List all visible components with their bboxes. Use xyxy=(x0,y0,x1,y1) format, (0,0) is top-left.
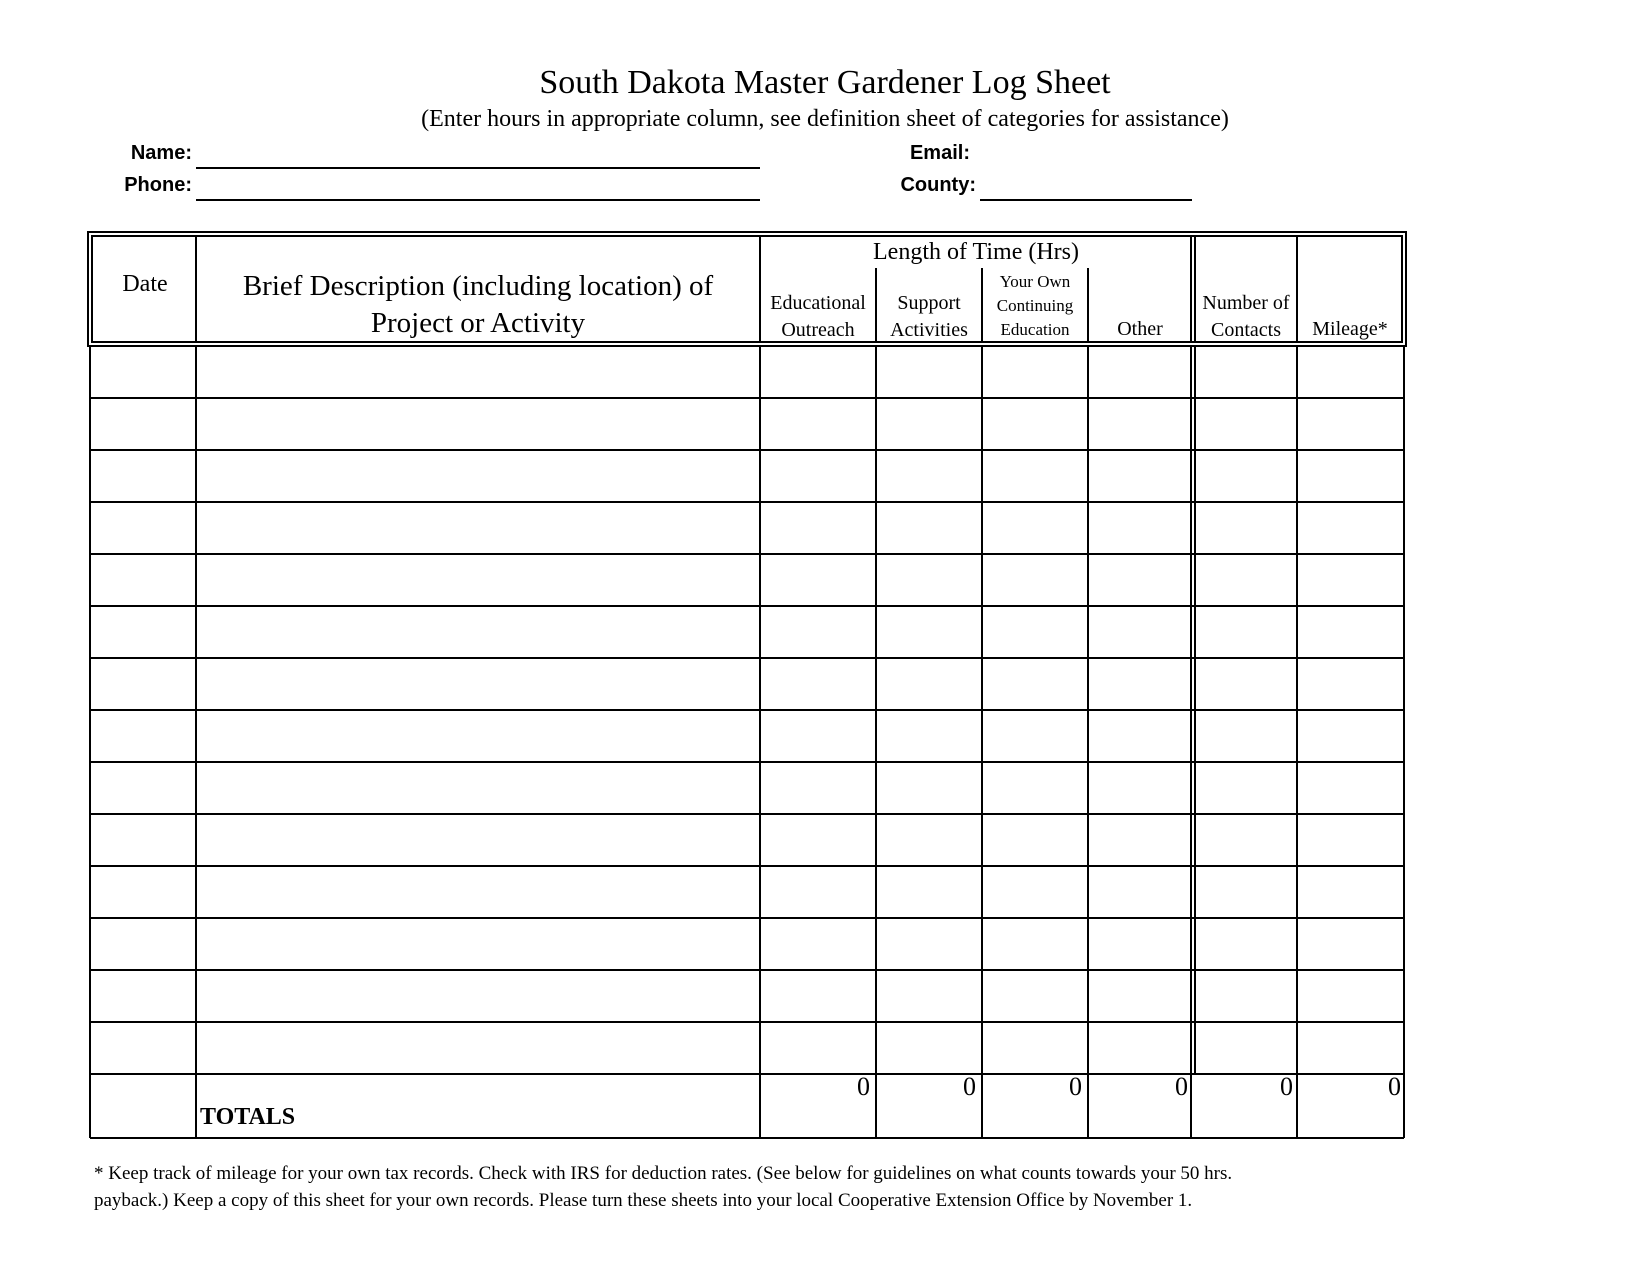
header-description xyxy=(198,268,758,342)
header-continuing-education-line1: Your Own xyxy=(999,272,1071,291)
name-label: Name: xyxy=(130,142,192,164)
header-mileage: Mileage* xyxy=(1312,318,1388,340)
email-label: Email: xyxy=(909,142,970,164)
header-number-of-contacts-line1: Number of xyxy=(1202,292,1290,314)
page-title: South Dakota Master Gardener Log Sheet xyxy=(539,64,1111,101)
page-subtitle: (Enter hours in appropriate column, see definition sheet of categories for assistance) xyxy=(421,106,1229,132)
header-continuing-education-line2: Continuing xyxy=(996,296,1074,315)
total-support-activities: 0 xyxy=(963,1072,976,1101)
header-length-of-time: Length of Time (Hrs) xyxy=(873,239,1079,265)
total-other: 0 xyxy=(1175,1072,1188,1101)
header-support-activities-line1: Support xyxy=(897,292,961,314)
header-number-of-contacts xyxy=(1197,290,1295,344)
phone-label: Phone: xyxy=(124,174,192,196)
header-date: Date xyxy=(122,271,168,297)
footnote-line2: payback.) Keep a copy of this sheet for your own records. Please turn these sheets into your local Cooperative Extension Office by November 1. xyxy=(94,1190,1193,1211)
totals-label: TOTALS xyxy=(200,1104,296,1130)
header-educational-outreach xyxy=(762,290,874,344)
header-description-line1: Brief Description (including location) of xyxy=(242,270,714,302)
footnote-line1: * Keep track of mileage for your own tax records. Check with IRS for deduction rates. (See below for guidelines on what counts towards your 50 hrs. xyxy=(94,1163,1233,1184)
total-mileage: 0 xyxy=(1388,1072,1401,1101)
header-support-activities-line2: Activities xyxy=(890,319,968,341)
total-number-of-contacts: 0 xyxy=(1280,1072,1293,1101)
footnote xyxy=(94,1160,1414,1214)
header-educational-outreach-line2: Outreach xyxy=(781,319,855,341)
header-continuing-education-line3: Education xyxy=(1000,320,1070,339)
header-continuing-education xyxy=(984,270,1086,342)
total-continuing-education: 0 xyxy=(1069,1072,1082,1101)
total-educational-outreach: 0 xyxy=(857,1072,870,1101)
header-description-line2: Project or Activity xyxy=(370,307,586,339)
header-other: Other xyxy=(1117,318,1163,340)
header-support-activities xyxy=(878,290,980,344)
header-number-of-contacts-line2: Contacts xyxy=(1211,319,1281,341)
county-label: County: xyxy=(900,174,976,196)
header-educational-outreach-line1: Educational xyxy=(770,292,866,314)
